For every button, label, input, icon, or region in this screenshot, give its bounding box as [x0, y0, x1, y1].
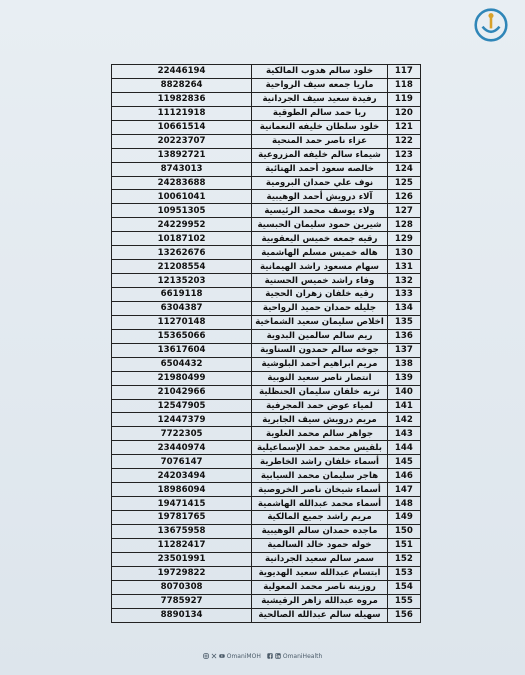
name-cell: جليله حمدان حميد الرواحية — [252, 301, 388, 315]
name-cell: سمر سالم سعيد الجردانية — [252, 552, 388, 566]
name-cell: مريم راشد جميع المالكية — [252, 511, 388, 525]
phone-cell: 13675958 — [112, 524, 252, 538]
name-cell: بلقيس محمد حمد الإسماعيلية — [252, 441, 388, 455]
number-cell: 140 — [387, 385, 420, 399]
number-cell: 142 — [387, 413, 420, 427]
name-cell: شيماء سالم خليفه المزروعية — [252, 148, 388, 162]
phone-cell: 10951305 — [112, 204, 252, 218]
table-row — [112, 65, 421, 79]
social-group-health — [267, 653, 322, 660]
table-row — [112, 204, 421, 218]
phone-cell: 6304387 — [112, 301, 252, 315]
number-cell: 139 — [387, 371, 420, 385]
number-cell: 124 — [387, 162, 420, 176]
number-cell: 149 — [387, 511, 420, 525]
name-cell: هاله خميس مسلم الهاشمية — [252, 246, 388, 260]
table-row — [112, 218, 421, 232]
table-row — [112, 552, 421, 566]
x-icon[interactable] — [211, 653, 217, 659]
number-cell: 127 — [387, 204, 420, 218]
ministry-logo-icon — [474, 8, 508, 42]
phone-cell: 24229952 — [112, 218, 252, 232]
name-cell: سهام مسعود راشد الهيمانية — [252, 260, 388, 274]
phone-cell: 12135203 — [112, 274, 252, 288]
table-row — [112, 92, 421, 106]
number-cell: 154 — [387, 580, 420, 594]
phone-cell: 12547905 — [112, 399, 252, 413]
phone-cell: 13892721 — [112, 148, 252, 162]
number-cell: 155 — [387, 594, 420, 608]
facebook-icon[interactable] — [267, 653, 273, 659]
name-cell: ولاء يوسف محمد الرئيسية — [252, 204, 388, 218]
number-cell: 125 — [387, 176, 420, 190]
page-footer — [0, 650, 525, 662]
handle-moh[interactable]: OmaniMOH — [226, 652, 261, 660]
phone-cell: 23440974 — [112, 441, 252, 455]
name-cell: خلود سلطان خليفه النعمانية — [252, 120, 388, 134]
number-cell: 138 — [387, 357, 420, 371]
table-row — [112, 566, 421, 580]
name-cell: اخلاص سليمان سعيد الشماخية — [252, 315, 388, 329]
table-row — [112, 497, 421, 511]
phone-cell: 8070308 — [112, 580, 252, 594]
number-cell: 150 — [387, 524, 420, 538]
table-row — [112, 176, 421, 190]
linkedin-icon[interactable] — [275, 653, 281, 659]
number-cell: 141 — [387, 399, 420, 413]
phone-cell: 11270148 — [112, 315, 252, 329]
table-row — [112, 441, 421, 455]
phone-cell: 20223707 — [112, 134, 252, 148]
phone-cell: 10661514 — [112, 120, 252, 134]
name-cell: لمياء عوض حمد المجرفية — [252, 399, 388, 413]
table-row — [112, 455, 421, 469]
number-cell: 120 — [387, 106, 420, 120]
number-cell: 135 — [387, 315, 420, 329]
table-row — [112, 538, 421, 552]
table-row — [112, 594, 421, 608]
name-cell: رقيه جمعه خميس اليعقوبية — [252, 232, 388, 246]
table-row — [112, 78, 421, 92]
name-cell: روزينه ناصر محمد المعولية — [252, 580, 388, 594]
table-row — [112, 469, 421, 483]
name-cell: ماريا جمعه سيف الرواحية — [252, 78, 388, 92]
table-row — [112, 288, 421, 302]
number-cell: 134 — [387, 301, 420, 315]
phone-cell: 13617604 — [112, 343, 252, 357]
table-row — [112, 246, 421, 260]
table-row — [112, 120, 421, 134]
phone-cell: 7785927 — [112, 594, 252, 608]
number-cell: 126 — [387, 190, 420, 204]
phone-cell: 23501991 — [112, 552, 252, 566]
phone-cell: 8890134 — [112, 608, 252, 622]
table-row — [112, 343, 421, 357]
phone-cell: 8743013 — [112, 162, 252, 176]
phone-cell: 7076147 — [112, 455, 252, 469]
name-cell: آلاء درويش أحمد الوهيبية — [252, 190, 388, 204]
name-cell: رفيدة سعيد سيف الجردانية — [252, 92, 388, 106]
name-cell: نوف علي حمدان البرومية — [252, 176, 388, 190]
table-row — [112, 315, 421, 329]
phone-cell: 21980499 — [112, 371, 252, 385]
number-cell: 144 — [387, 441, 420, 455]
number-cell: 122 — [387, 134, 420, 148]
table-row — [112, 427, 421, 441]
number-cell: 119 — [387, 92, 420, 106]
phone-cell: 8828264 — [112, 78, 252, 92]
name-cell: انتصار ناصر سعيد النوبية — [252, 371, 388, 385]
number-cell: 123 — [387, 148, 420, 162]
phone-cell: 10061041 — [112, 190, 252, 204]
table-row — [112, 232, 421, 246]
table-row — [112, 148, 421, 162]
number-cell: 128 — [387, 218, 420, 232]
phone-cell: 19781765 — [112, 511, 252, 525]
number-cell: 121 — [387, 120, 420, 134]
phone-cell: 19729822 — [112, 566, 252, 580]
phone-cell: 11121918 — [112, 106, 252, 120]
table-row — [112, 162, 421, 176]
number-cell: 118 — [387, 78, 420, 92]
number-cell: 146 — [387, 469, 420, 483]
phone-cell: 11982836 — [112, 92, 252, 106]
social-group-moh — [203, 653, 261, 660]
number-cell: 145 — [387, 455, 420, 469]
table-row — [112, 329, 421, 343]
name-cell: أسماء محمد عبدالله الهاشمية — [252, 497, 388, 511]
phone-cell: 15365066 — [112, 329, 252, 343]
name-cell: وفاء راشد خميس الحسنية — [252, 274, 388, 288]
number-cell: 136 — [387, 329, 420, 343]
youtube-icon[interactable] — [219, 653, 225, 659]
roster-body — [112, 65, 421, 623]
table-row — [112, 357, 421, 371]
name-cell: ابتسام عبدالله سعيد الهديوية — [252, 566, 388, 580]
number-cell: 133 — [387, 288, 420, 302]
phone-cell: 21208554 — [112, 260, 252, 274]
number-cell: 131 — [387, 260, 420, 274]
number-cell: 156 — [387, 608, 420, 622]
table-row — [112, 399, 421, 413]
handle-health[interactable]: OmaniHealth — [282, 652, 323, 660]
number-cell: 143 — [387, 427, 420, 441]
name-cell: سهيله سالم عبدالله الصالحية — [252, 608, 388, 622]
phone-cell: 22446194 — [112, 65, 252, 79]
name-cell: أسماء شيخان ناصر الخروصية — [252, 483, 388, 497]
name-cell: جواهر سالم محمد العلوية — [252, 427, 388, 441]
table-row — [112, 511, 421, 525]
name-cell: خالصه سعود أحمد الهنائية — [252, 162, 388, 176]
number-cell: 147 — [387, 483, 420, 497]
name-cell: شيرين حمود سليمان الحبسية — [252, 218, 388, 232]
table-row — [112, 524, 421, 538]
table-row — [112, 385, 421, 399]
number-cell: 151 — [387, 538, 420, 552]
number-cell: 153 — [387, 566, 420, 580]
name-cell: جوخه سالم حمدون السناوية — [252, 343, 388, 357]
table-row — [112, 483, 421, 497]
number-cell: 130 — [387, 246, 420, 260]
table-row — [112, 371, 421, 385]
phone-cell: 13262676 — [112, 246, 252, 260]
table-row — [112, 260, 421, 274]
number-cell: 148 — [387, 497, 420, 511]
phone-cell: 18986094 — [112, 483, 252, 497]
phone-cell: 7722305 — [112, 427, 252, 441]
name-cell: مروه عبدالله زاهر الرقيشية — [252, 594, 388, 608]
phone-cell: 12447379 — [112, 413, 252, 427]
number-cell: 129 — [387, 232, 420, 246]
number-cell: 117 — [387, 65, 420, 79]
table-row — [112, 413, 421, 427]
table-row — [112, 608, 421, 622]
name-cell: ريم سالم سالمين البدوية — [252, 329, 388, 343]
name-cell: مريم درويش سيف الجابرية — [252, 413, 388, 427]
name-cell: هاجر سليمان محمد السيابية — [252, 469, 388, 483]
name-cell: أسماء خلفان راشد الخاطرية — [252, 455, 388, 469]
phone-cell: 24203494 — [112, 469, 252, 483]
name-cell: خلود سالم هدوب المالكية — [252, 65, 388, 79]
table-row — [112, 134, 421, 148]
name-cell: ربا حمد سالم الطوقية — [252, 106, 388, 120]
phone-cell: 24283688 — [112, 176, 252, 190]
phone-cell: 6619118 — [112, 288, 252, 302]
number-cell: 152 — [387, 552, 420, 566]
name-cell: رقيه خلفان زهران الحجية — [252, 288, 388, 302]
table-row — [112, 190, 421, 204]
name-cell: ماجده حمدان سالم الوهيبية — [252, 524, 388, 538]
phone-cell: 11282417 — [112, 538, 252, 552]
instagram-icon[interactable] — [203, 653, 209, 659]
roster-table — [111, 64, 421, 623]
name-cell: ثريه خلفان سليمان الحنظلية — [252, 385, 388, 399]
table-row — [112, 301, 421, 315]
phone-cell: 21042966 — [112, 385, 252, 399]
name-cell: خوله حمود خالد السالمية — [252, 538, 388, 552]
number-cell: 137 — [387, 343, 420, 357]
name-cell: مريم ابراهيم أحمد البلوشية — [252, 357, 388, 371]
phone-cell: 19471415 — [112, 497, 252, 511]
table-row — [112, 580, 421, 594]
table-row — [112, 106, 421, 120]
phone-cell: 6504432 — [112, 357, 252, 371]
number-cell: 132 — [387, 274, 420, 288]
phone-cell: 10187102 — [112, 232, 252, 246]
table-row — [112, 274, 421, 288]
name-cell: عزاء ناصر حمد المنحية — [252, 134, 388, 148]
